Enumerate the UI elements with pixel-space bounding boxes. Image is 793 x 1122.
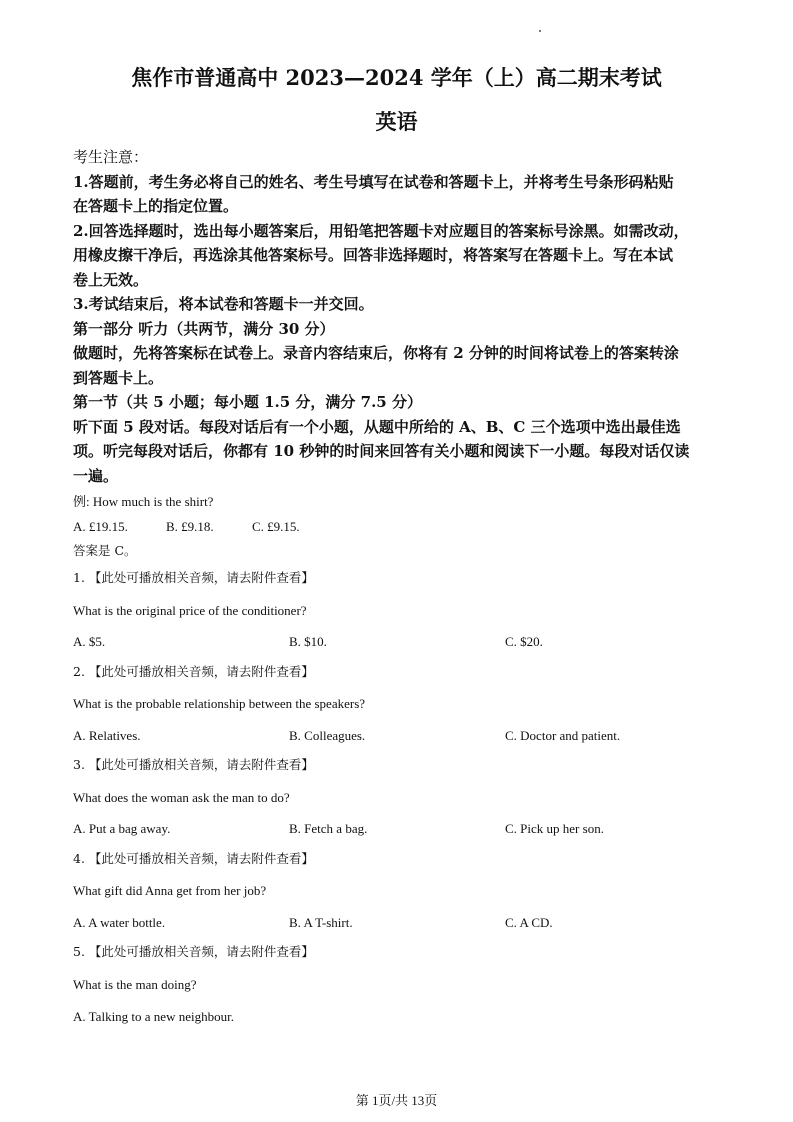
option-a: A. Talking to a new neighbour. — [73, 1009, 234, 1024]
section1-intro-line: 项。听完每段对话后，你都有 10 秒钟的时间来回答有关小题和阅读下一小题。每段对话仅读 — [73, 442, 690, 460]
page-number: 第 1页/共 13页 — [355, 1093, 438, 1108]
option-c: C. A CD. — [505, 915, 553, 930]
option-c: C. Pick up her son. — [505, 821, 604, 836]
example-question: 例: How much is the shirt? — [73, 494, 214, 509]
option-c: C. Doctor and patient. — [505, 728, 621, 743]
section1-intro-line: 一遍。 — [73, 467, 119, 485]
audio-placeholder: 4. 【此处可播放相关音频，请去附件查看】 — [73, 851, 314, 866]
option-a: A. Put a bag away. — [73, 821, 171, 836]
notice-heading: 考生注意： — [73, 148, 149, 166]
notice-line: 在答题卡上的指定位置。 — [73, 197, 239, 215]
example-answer: 答案是 C。 — [73, 543, 137, 558]
option-a: A. A water bottle. — [73, 915, 166, 930]
section1-intro-line: 听下面 5 段对话。每段对话后有一个小题，从题中所给的 A、B、C 三个选项中选出最佳选 — [73, 418, 681, 436]
question-text: What does the woman ask the man to do? — [73, 790, 290, 805]
question-text: What is the probable relationship between the speakers? — [73, 696, 366, 711]
section1-heading: 第一节（共 5 小题；每小题 1.5 分，满分 7.5 分） — [73, 393, 422, 411]
example-option-a: A. £19.15. — [73, 519, 128, 534]
notice-line: 2.回答选择题时，选出每小题答案后，用铅笔把答题卡对应题目的答案标号涂黑。如需改动， — [73, 222, 689, 240]
option-b: B. Colleagues. — [289, 728, 366, 743]
exam-title: 焦作市普通高中 2023—2024 学年（上）高二期末考试 — [131, 65, 662, 90]
option-a: A. Relatives. — [73, 728, 141, 743]
question-text: What gift did Anna get from her job? — [73, 883, 267, 898]
part1-intro-line: 做题时，先将答案标在试卷上。录音内容结束后，你将有 2 分钟的时间将试卷上的答案转涂 — [73, 344, 679, 362]
notice-line: 用橡皮擦干净后，再选涂其他答案标号。回答非选择题时，将答案写在答题卡上。写在本试 — [73, 246, 674, 264]
notice-line: 3.考试结束后，将本试卷和答题卡一并交回。 — [73, 295, 374, 313]
example-option-b: B. £9.18. — [166, 519, 214, 534]
exam-subject: 英语 — [375, 109, 418, 134]
audio-placeholder: 5. 【此处可播放相关音频，请去附件查看】 — [73, 944, 314, 959]
question-text: What is the man doing? — [73, 977, 197, 992]
audio-placeholder: 1. 【此处可播放相关音频，请去附件查看】 — [73, 570, 314, 585]
option-a: A. $5. — [73, 634, 106, 649]
notice-line: 1.答题前，考生务必将自己的姓名、考生号填写在试卷和答题卡上，并将考生号条形码粘贴 — [73, 173, 674, 191]
option-b: B. A T-shirt. — [289, 915, 353, 930]
part1-intro-line: 到答题卡上。 — [73, 369, 164, 387]
question-text: What is the original price of the conditioner? — [73, 603, 307, 618]
notice-line: 卷上无效。 — [73, 271, 149, 289]
option-b: B. $10. — [289, 634, 327, 649]
option-b: B. Fetch a bag. — [289, 821, 368, 836]
audio-placeholder: 2. 【此处可播放相关音频，请去附件查看】 — [73, 664, 314, 679]
audio-placeholder: 3. 【此处可播放相关音频，请去附件查看】 — [73, 757, 314, 772]
part1-heading: 第一部分 听力（共两节，满分 30 分） — [73, 320, 335, 338]
scan-dot — [539, 30, 541, 32]
example-option-c: C. £9.15. — [252, 519, 300, 534]
option-c: C. $20. — [505, 634, 543, 649]
